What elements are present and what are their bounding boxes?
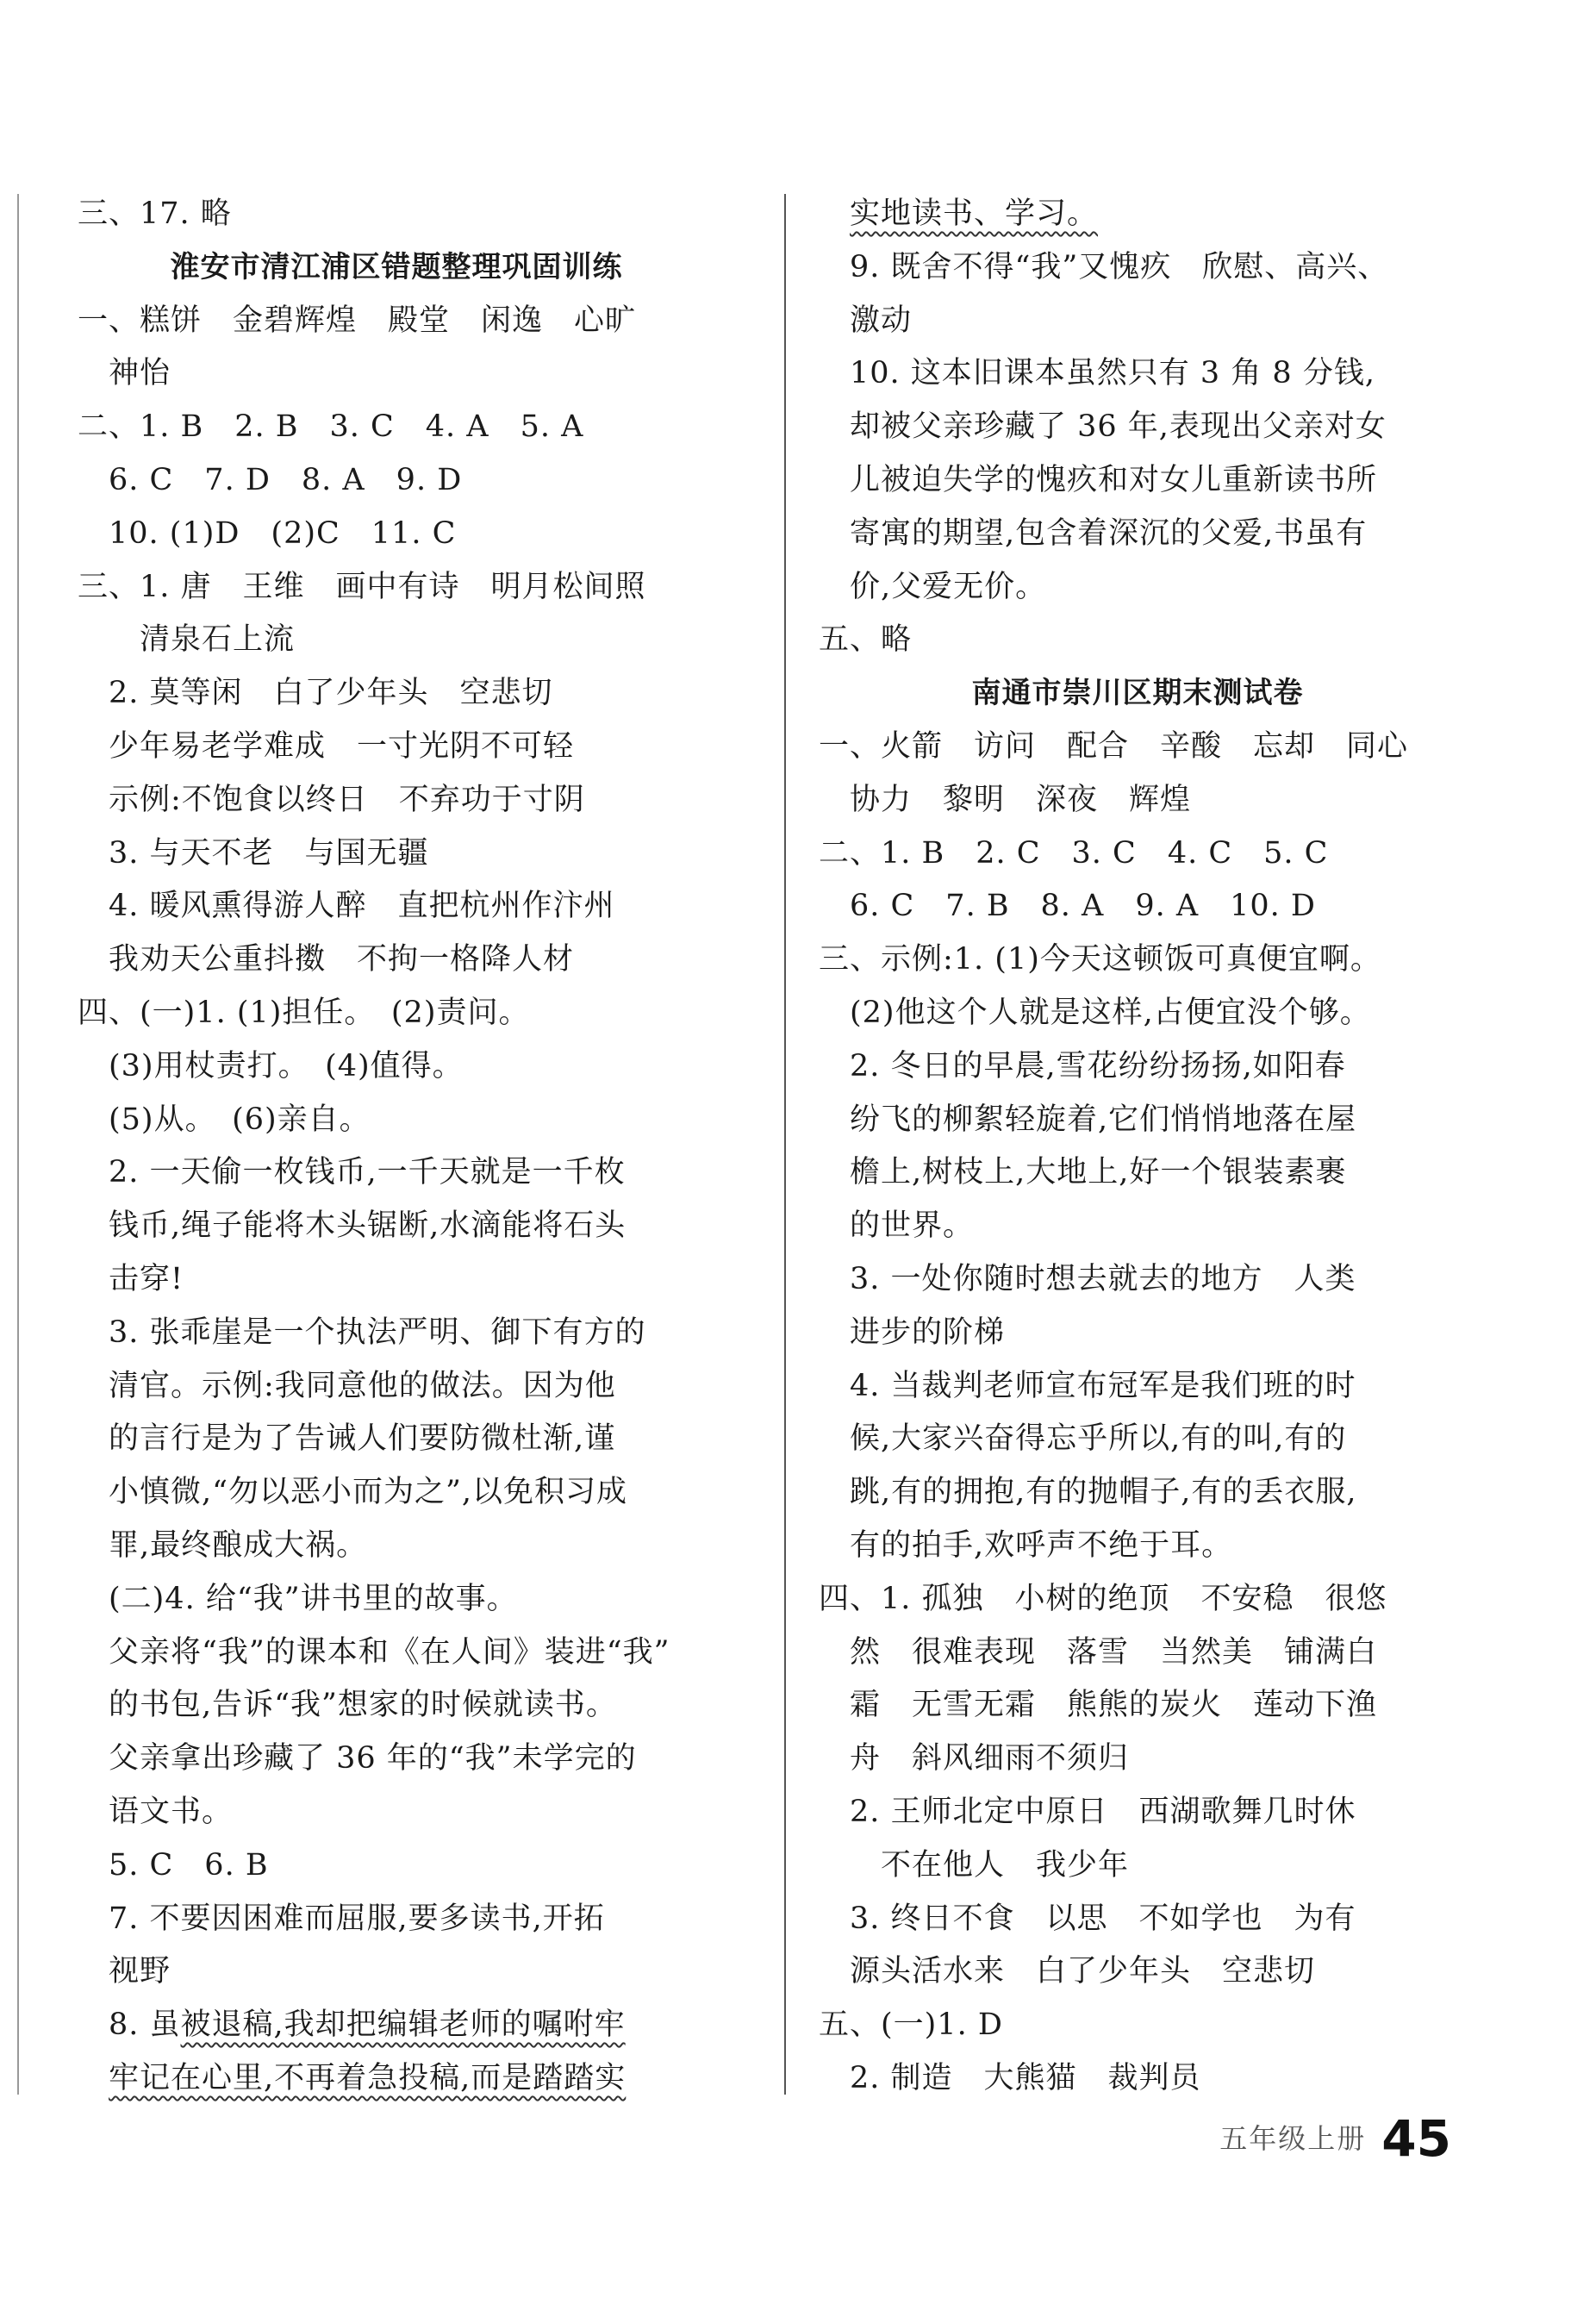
answer-line: 五、略 [819,622,913,658]
answer-line: 的世界。 [819,1208,975,1244]
answer-line: 候,大家兴奋得忘乎所以,有的叫,有的 [819,1421,1347,1457]
answer-line: 霜 无雪无霜 熊熊的炭火 莲动下渔 [819,1688,1378,1723]
left-column [78,188,715,2106]
answer-line: 示例:不饱食以终日 不弃功于寸阴 [78,782,585,817]
answer-line: 小慎微,“勿以恶小而为之”,以免积习成 [78,1475,628,1510]
answer-line: 3. 张乖崖是一个执法严明、御下有方的 [78,1314,646,1350]
answer-line: 2. 一天偷一枚钱币,一千天就是一千枚 [78,1155,626,1190]
answer-line: 7. 不要因困难而屈服,要多读书,开拓 [78,1901,605,1936]
answer-line: 少年易老学难成 一寸光阴不可轻 [78,728,575,764]
answer-line [819,188,1456,241]
answer-line: (2)他这个人就是这样,占便宜没个够。 [819,995,1371,1030]
answer-line: 三、示例:1. (1)今天这顿饭可真便宜啊。 [819,942,1381,977]
underlined-excerpt: 牢记在心里,不再着急投稿,而是踏踏实 [109,2060,627,2095]
answer-line: 三、1. 唐 王维 画中有诗 明月松间照 [78,569,646,604]
answer-line: 的书包,告诉“我”想家的时候就读书。 [78,1688,617,1723]
answer-line: (3)用杖责打。 (4)值得。 [78,1048,464,1083]
answer-line: 10. 这本旧课本虽然只有 3 角 8 分钱, [819,356,1375,391]
underlined-excerpt: 被退稿,我却把编辑老师的嘱咐牢 [180,2008,626,2043]
answer-line: 四、1. 孤独 小树的绝顶 不安稳 很悠 [819,1581,1387,1616]
page-number: 45 [1381,2109,1451,2168]
answer-line: 然 很难表现 落雪 当然美 铺满白 [819,1634,1378,1670]
answer-line: 寄寓的期望,包含着深沉的父爱,书虽有 [819,515,1368,551]
answer-line: 四、(一)1. (1)担任。 (2)责问。 [78,995,530,1030]
answer-line: 协力 黎明 深夜 辉煌 [819,782,1192,817]
answer-line: 一、火箭 访问 配合 辛酸 忘却 同心 [819,728,1409,764]
underlined-excerpt: 实地读书、学习。 [850,197,1099,231]
answer-line: 二、1. B 2. B 3. C 4. A 5. A [78,409,584,445]
answer-line: 2. 莫等闲 白了少年头 空悲切 [78,676,553,711]
answer-line: 击穿! [78,1261,184,1296]
answer-line: 4. 当裁判老师宣布冠军是我们班的时 [819,1368,1356,1403]
answer-line: 儿被迫失学的愧疚和对女儿重新读书所 [819,462,1378,497]
answer-line: 跳,有的拥抱,有的抛帽子,有的丢衣服, [819,1475,1357,1510]
answer-line: 我劝天公重抖擞 不拘一格降人材 [78,942,575,977]
answer-line: 进步的阶梯 [819,1314,1006,1350]
answer-line: 8. 虽被退稿,我却把编辑老师的嘱咐牢 [78,2008,626,2043]
answer-line: 视野 [78,1954,171,1989]
column-divider [784,194,786,2095]
answer-line: 清泉石上流 [78,622,296,658]
grade-label: 五年级上册 [1219,2122,1367,2155]
answer-line: 2. 制造 大熊猫 裁判员 [819,2060,1201,2095]
answer-line: 罪,最终酿成大祸。 [78,1527,368,1563]
answer-line [78,2052,715,2106]
answer-line: 3. 与天不老 与国无疆 [78,835,429,871]
section-title: 南通市崇川区期末测试卷 [971,676,1304,711]
answer-line: 三、17. 略 [78,197,232,231]
answer-line: 父亲拿出珍藏了 36 年的“我”未学完的 [78,1741,637,1777]
answer-line: 五、(一)1. D [819,2008,1003,2043]
answer-line: 10. (1)D (2)C 11. C [78,515,457,551]
answer-line: 不在他人 我少年 [819,1847,1130,1883]
answer-line: 一、糕饼 金碧辉煌 殿堂 闲逸 心旷 [78,303,637,338]
answer-line: 源头活水来 白了少年头 空悲切 [819,1954,1316,1989]
answer-line: 二、1. B 2. C 3. C 4. C 5. C [819,835,1329,871]
answer-line: 却被父亲珍藏了 36 年,表现出父亲对女 [819,409,1387,445]
answer-line: 3. 终日不食 以思 不如学也 为有 [819,1901,1356,1936]
answer-line: 舟 斜风细雨不须归 [819,1741,1130,1777]
answer-line: 钱币,绳子能将木头锯断,水滴能将石头 [78,1208,627,1244]
answer-line: 清官。示例:我同意他的做法。因为他 [78,1368,616,1403]
answer-line: 激动 [819,303,913,338]
answer-line: (5)从。 (6)亲自。 [78,1102,371,1137]
answer-line: 2. 冬日的早晨,雪花纷纷扬扬,如阳春 [819,1048,1346,1083]
answer-line: 6. C 7. D 8. A 9. D [78,462,463,497]
page-footer [1219,2103,1451,2168]
answer-line: 有的拍手,欢呼声不绝于耳。 [819,1527,1233,1563]
answer-line: 3. 一处你随时想去就去的地方 人类 [819,1261,1356,1296]
answer-line: 的言行是为了告诫人们要防微杜渐,谨 [78,1421,616,1457]
answer-line: 神怡 [78,356,171,391]
answer-line: 价,父爱无价。 [819,569,1047,604]
answer-line: (二)4. 给“我”讲书里的故事。 [78,1581,518,1616]
answer-line: 5. C 6. B [78,1847,269,1883]
right-column [819,188,1456,2106]
answer-line: 9. 既舍不得“我”又愧疚 欣慰、高兴、 [819,249,1389,284]
answer-line: 纷飞的柳絮轻旋着,它们悄悄地落在屋 [819,1102,1357,1137]
section-title: 淮安市清江浦区错题整理巩固训练 [170,249,623,284]
answer-line: 檐上,树枝上,大地上,好一个银装素裹 [819,1155,1347,1190]
answer-line: 语文书。 [78,1794,234,1829]
answer-line: 2. 王师北定中原日 西湖歌舞几时休 [819,1794,1356,1829]
answer-line: 父亲将“我”的课本和《在人间》装进“我” [78,1634,670,1670]
binding-margin-line [17,194,19,2095]
answer-line: 6. C 7. B 8. A 9. A 10. D [819,889,1316,924]
answer-line: 4. 暖风熏得游人醉 直把杭州作汴州 [78,889,615,924]
